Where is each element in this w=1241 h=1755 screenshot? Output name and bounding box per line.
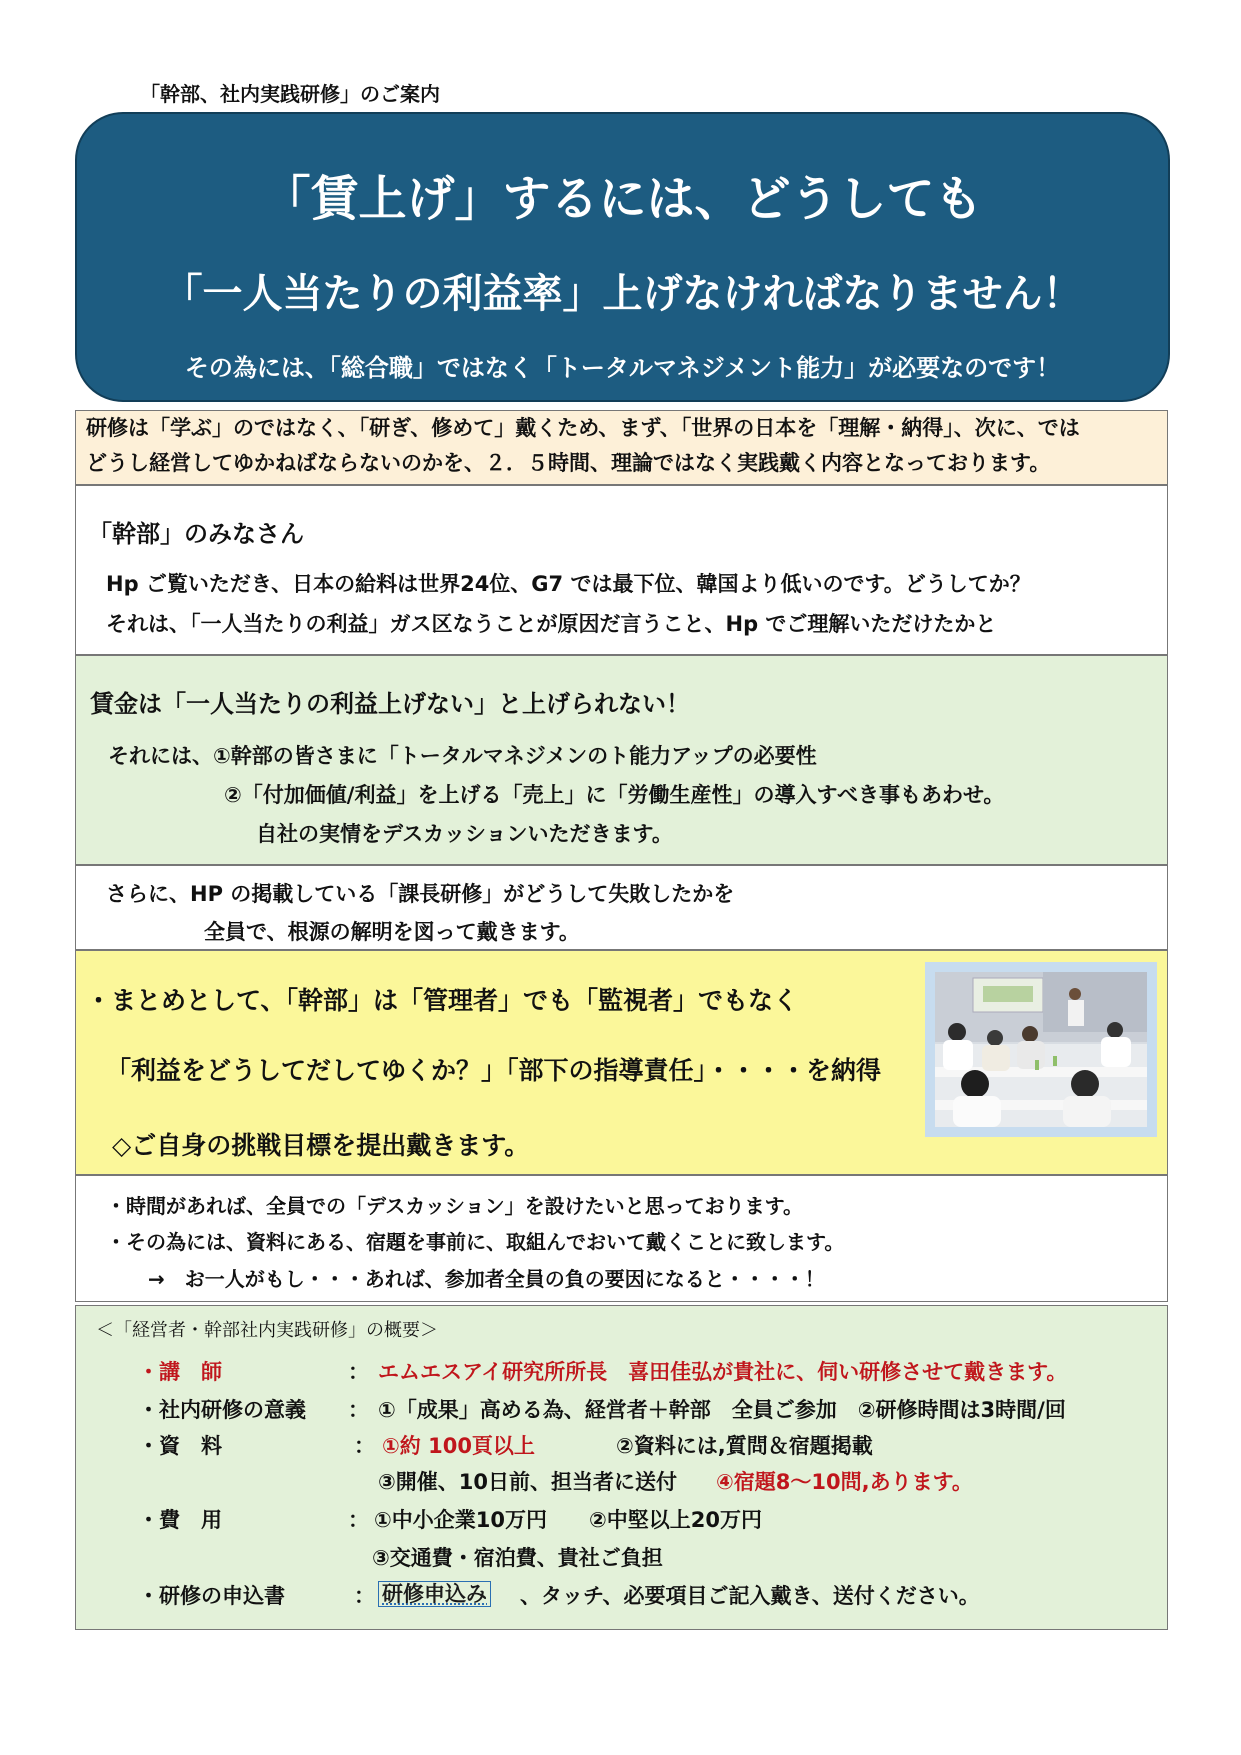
section-kanbu-line-2: それは、「一人当たりの利益」ガス区なうことが原因だ言うこと、Hp でご理解いただけたかと <box>106 612 997 636</box>
seminar-photo <box>925 962 1157 1137</box>
summary-line-2: 「利益をどうしてだしてゆくか？」「部下の指導責任」・・・・を納得 <box>106 1056 882 1085</box>
seminar-photo-image <box>935 972 1147 1127</box>
materials-homework: ④宿題8～10問,あります。 <box>716 1470 973 1494</box>
lecturer-value: エムエスアイ研究所所長 喜田佳弘が貴社に、伺い研修させて戴きます。 <box>378 1360 1068 1384</box>
lecturer-colon: ： <box>348 1360 369 1384</box>
section-hp-review <box>75 865 1168 950</box>
section-wage-line-1: それには、①幹部の皆さまに「トータルマネジメンのト能力アップの必要性 <box>108 744 817 768</box>
section-kanbu <box>75 485 1168 655</box>
discussion-line-2: ・その為には、資料にある、宿題を事前に、取組んでおいて戴くことに致します。 <box>106 1230 845 1254</box>
section-hp-line-1: さらに、HP の掲載している「課長研修」がどうして失敗したかを <box>106 882 735 906</box>
materials-send: ③開催、10日前、担当者に送付 <box>378 1470 678 1494</box>
intro-box <box>75 410 1168 485</box>
discussion-line-3: → お一人がもし・・・あれば、参加者全員の負の要因になると・・・・！ <box>148 1267 825 1291</box>
cost-label: ・費 用 <box>138 1508 222 1532</box>
meaning-value: ①「成果」高める為、経営者＋幹部 全員ご参加 ②研修時間は3時間/回 <box>378 1398 1066 1422</box>
apply-colon: ： <box>354 1584 375 1608</box>
apply-form-link-wrap <box>378 1578 491 1608</box>
discussion-line-1: ・時間があれば、全員での「デスカッション」を設けたいと思っております。 <box>106 1194 803 1218</box>
cost-fees: ①中小企業10万円 ②中堅以上20万円 <box>374 1508 763 1532</box>
document-pretitle: 「幹部、社内実践研修」のご案内 <box>140 82 440 106</box>
section-kanbu-line-1: Hp ご覧いただき、日本の給料は世界24位、G7 では最下位、韓国より低いのです。どうしてか？ <box>106 572 1031 596</box>
summary-line-3: ◇ご自身の挑戦目標を提出戴きます。 <box>112 1131 530 1160</box>
cost-travel: ③交通費・宿泊費、貴社ご負担 <box>372 1546 663 1570</box>
materials-colon: ： <box>354 1434 375 1458</box>
materials-questions: ②資料には,質問＆宿題掲載 <box>616 1434 873 1458</box>
overview-box <box>75 1305 1168 1630</box>
intro-line-2: どうし経営してゆかねばならないのかを、２．５時間、理論ではなく実践戴く内容となっております。 <box>86 451 1051 475</box>
meaning-colon: ： <box>348 1398 369 1422</box>
section-discussion <box>75 1175 1168 1302</box>
materials-label: ・資 料 <box>138 1434 222 1458</box>
materials-pages: ①約 100頁以上 <box>382 1434 535 1458</box>
banner-headline-1: 「賃上げ」するには、どうしても <box>262 171 983 227</box>
cost-colon: ： <box>348 1508 369 1532</box>
title-banner <box>75 112 1170 402</box>
section-hp-line-2: 全員で、根源の解明を図って戴きます。 <box>204 920 580 944</box>
apply-instructions: 、タッチ、必要項目ご記入戴き、送付ください。 <box>520 1584 980 1608</box>
lecturer-label: ・講 師 <box>138 1360 222 1384</box>
summary-line-1: ・まとめとして、「幹部」は「管理者」でも「監視者」でもなく <box>86 986 799 1015</box>
apply-form-link[interactable]: 研修申込み <box>378 1581 491 1607</box>
section-kanbu-heading: 「幹部」のみなさん <box>88 520 304 548</box>
meaning-label: ・社内研修の意義 <box>138 1398 306 1422</box>
banner-headline-2: 「一人当たりの利益率」上げなければなりません！ <box>162 271 1083 317</box>
apply-label: ・研修の申込書 <box>138 1584 285 1608</box>
section-wage-line-3: 自社の実情をデスカッションいただきます。 <box>256 822 673 846</box>
section-wage-line-2: ②「付加価値/利益」を上げる「売上」に「労働生産性」の導入すべき事もあわせ。 <box>224 783 1005 807</box>
overview-title: ＜「経営者・幹部社内実践研修」の概要＞ <box>96 1320 438 1341</box>
section-wage <box>75 655 1168 865</box>
section-wage-heading: 賃金は「一人当たりの利益上げない」と上げられない！ <box>90 690 690 718</box>
intro-line-1: 研修は「学ぶ」のではなく、「研ぎ、修めて」戴くため、まず、「世界の日本を「理解・納得」、次に、では <box>86 416 1080 440</box>
banner-subline: その為には、「総合職」ではなく「トータルマネジメント能力」が必要なのです！ <box>184 354 1061 382</box>
